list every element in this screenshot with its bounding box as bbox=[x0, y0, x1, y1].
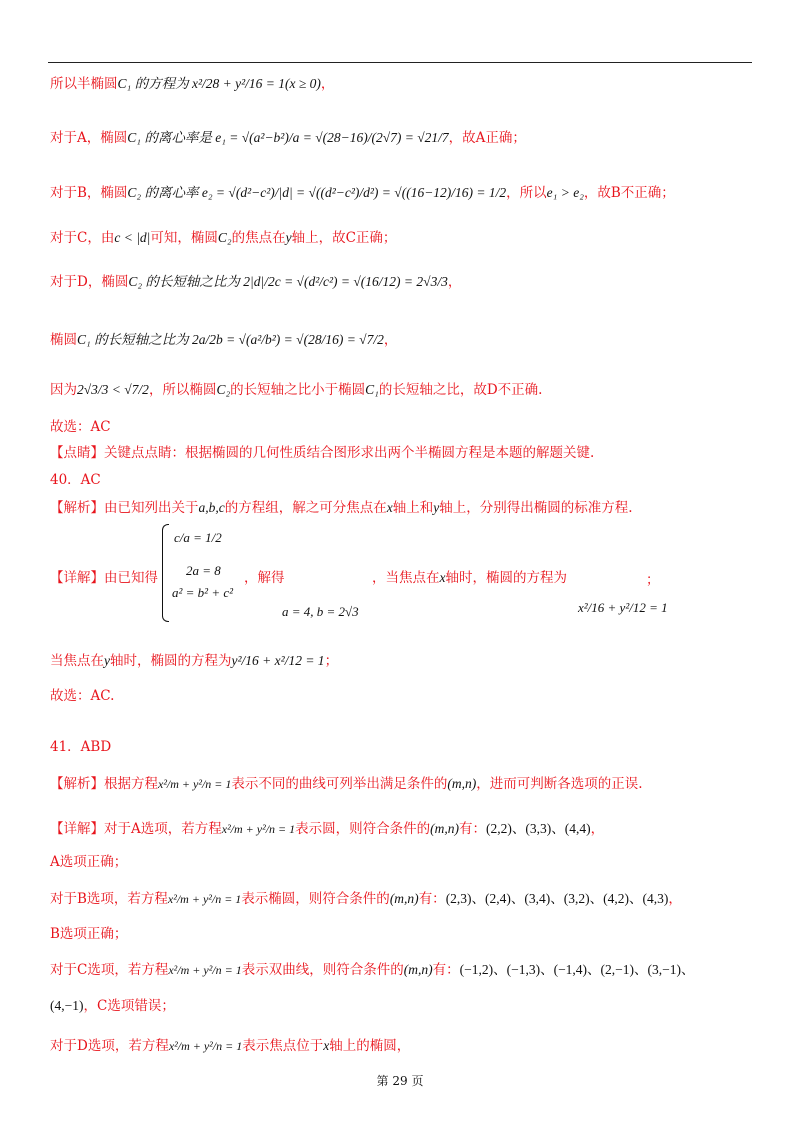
formula: y bbox=[433, 500, 440, 515]
line-text: 41．ABD bbox=[50, 739, 112, 755]
line-text: 当焦点在 bbox=[50, 653, 104, 669]
solution: a = 4, b = 2√3 bbox=[282, 604, 359, 619]
formula: (2,2)、(3,3)、(4,4) bbox=[486, 821, 591, 836]
ellipse-equation: x²/16 + y²/12 = 1 bbox=[578, 600, 668, 615]
line-text: ； bbox=[324, 653, 339, 669]
formula: c < |d| bbox=[114, 230, 151, 245]
text-line-2 bbox=[50, 128, 526, 148]
line-text: 的焦点在 bbox=[231, 230, 286, 246]
formula: C₂ bbox=[217, 230, 232, 245]
text-line-21 bbox=[50, 960, 695, 980]
text-line-14 bbox=[50, 686, 114, 706]
line-text: ，所以椭圆 bbox=[148, 382, 217, 398]
system-equation-2: 2a = 8 bbox=[186, 563, 221, 578]
formula: x²/m + y²/n = 1 bbox=[168, 963, 242, 977]
formula: C₂ bbox=[216, 382, 231, 397]
line-text: ，C选项错误； bbox=[83, 998, 175, 1014]
formula: e₁ > e₂ bbox=[546, 185, 584, 200]
text-line-13 bbox=[50, 651, 338, 671]
text-line-12 bbox=[50, 568, 158, 588]
line-text: ， bbox=[383, 332, 398, 348]
line-text: 轴时，椭圆的方程为 bbox=[110, 653, 232, 669]
line-text: 对于B，椭圆 bbox=[50, 185, 128, 201]
formula: C₂ 的离心率 e₂ = √(d²−c²)/|d| = √((d²−c²)/d²) = √((16−12)/16) = 1/2 bbox=[127, 185, 507, 200]
formula: (m,n) bbox=[447, 776, 477, 791]
line-text: 表示双曲线，则符合条件的 bbox=[241, 962, 404, 978]
text-line-12c bbox=[372, 568, 567, 588]
formula: y bbox=[285, 230, 292, 245]
line-text: 故选：AC bbox=[50, 419, 111, 435]
formula: (−1,2)、(−1,3)、(−1,4)、(2,−1)、(3,−1)、 bbox=[459, 962, 695, 977]
line-text: ， bbox=[320, 76, 335, 92]
line-text: 轴上和 bbox=[392, 500, 434, 516]
formula: a,b,c bbox=[198, 500, 225, 515]
formula: x bbox=[386, 500, 393, 515]
line-text: ，进而可判断各选项的正误. bbox=[476, 776, 643, 792]
line-text: 根据方程 bbox=[104, 776, 158, 792]
system-equation-3: a² = b² + c² bbox=[172, 585, 234, 600]
formula: x bbox=[323, 1038, 330, 1053]
text-line-19 bbox=[50, 889, 682, 909]
line-text: 表示不同的曲线可列举出满足条件的 bbox=[231, 776, 448, 792]
line-text: 的方程组，解之可分焦点在 bbox=[224, 500, 387, 516]
line-text: B选项正确； bbox=[50, 926, 128, 942]
text-line-1 bbox=[50, 74, 334, 94]
text-line-8 bbox=[50, 417, 111, 437]
text-line-23 bbox=[50, 1036, 410, 1056]
question-number-41 bbox=[50, 737, 111, 757]
line-text: 有： bbox=[432, 962, 460, 978]
header-rule bbox=[48, 62, 752, 63]
line-text: ， bbox=[447, 274, 462, 290]
line-text: 表示焦点位于 bbox=[242, 1038, 324, 1054]
text-line-5 bbox=[50, 272, 461, 292]
formula: (2,3)、(2,4)、(3,4)、(3,2)、(4,2)、(4,3) bbox=[445, 891, 669, 906]
section-tag: 【点睛】 bbox=[50, 445, 104, 461]
line-text: ， bbox=[590, 821, 605, 837]
formula: x²/m + y²/n = 1 bbox=[221, 822, 296, 836]
text-line-9 bbox=[50, 443, 594, 463]
line-text: 的长短轴之比小于椭圆 bbox=[230, 382, 366, 398]
line-text: 故选：AC. bbox=[50, 688, 115, 704]
section-tag: 【详解】 bbox=[50, 570, 104, 586]
system-equation-1: c/a = 1/2 bbox=[174, 530, 222, 545]
formula: C₁ bbox=[365, 382, 379, 397]
formula: 2√3/3 < √7/2 bbox=[77, 382, 149, 397]
equation-system-brace bbox=[162, 524, 169, 622]
formula: x²/m + y²/n = 1 bbox=[168, 1039, 243, 1053]
line-text: 有： bbox=[459, 821, 487, 837]
text-line-18 bbox=[50, 852, 127, 872]
line-text: 因为 bbox=[50, 382, 77, 398]
line-text: 由已知得 bbox=[104, 570, 158, 586]
line-text: ，所以 bbox=[506, 185, 547, 201]
text-line-20 bbox=[50, 924, 127, 944]
line-text: 对于C选项，若方程 bbox=[50, 962, 169, 978]
page-number: 第 29 页 bbox=[376, 1074, 424, 1088]
line-text: 关键点点睛：根据椭圆的几何性质结合图形求出两个半椭圆方程是本题的解题关键. bbox=[104, 445, 595, 461]
question-number-40 bbox=[50, 470, 101, 490]
line-text: 对于C，由 bbox=[50, 230, 115, 246]
line-text: ； bbox=[646, 572, 660, 588]
formula: C₂ 的长短轴之比为 2|d|/2c = √(d²/c²) = √(16/12) = 2√3/3 bbox=[128, 274, 448, 289]
line-text: 对于D选项，若方程 bbox=[50, 1038, 169, 1054]
formula: y bbox=[104, 653, 110, 668]
formula: C₁ 的长短轴之比为 2a/2b = √(a²/b²) = √(28/16) = √7/2 bbox=[77, 332, 384, 347]
line-text: 40．AC bbox=[50, 472, 101, 488]
line-text: ，解得 bbox=[244, 570, 285, 586]
section-tag: 【解析】 bbox=[50, 776, 104, 792]
line-text: 表示圆，则符合条件的 bbox=[295, 821, 431, 837]
section-tag: 【解析】 bbox=[50, 500, 104, 516]
text-line-12b bbox=[244, 568, 285, 588]
text-line-12d bbox=[646, 570, 660, 590]
section-tag: 【详解】 bbox=[50, 821, 104, 837]
line-text: 对于B选项，若方程 bbox=[50, 891, 168, 907]
formula: x²/m + y²/n = 1 bbox=[167, 892, 242, 906]
line-text: 对于D，椭圆 bbox=[50, 274, 129, 290]
line-text: 所以半椭圆 bbox=[50, 76, 118, 92]
line-text: 对于A选项，若方程 bbox=[104, 821, 222, 837]
formula: (m,n) bbox=[389, 891, 419, 906]
line-text: ， bbox=[668, 891, 682, 907]
formula: y²/16 + x²/12 = 1 bbox=[231, 653, 325, 668]
text-line-3 bbox=[50, 183, 675, 203]
text-line-4 bbox=[50, 228, 396, 248]
line-text: 轴上，故C正确； bbox=[291, 230, 397, 246]
formula: (m,n) bbox=[430, 821, 460, 836]
formula: x²/m + y²/n = 1 bbox=[158, 777, 232, 791]
formula: (4,−1) bbox=[50, 998, 84, 1013]
line-text: 的长短轴之比，故D不正确. bbox=[378, 382, 543, 398]
line-text: 由已知列出关于 bbox=[104, 500, 199, 516]
line-text: 轴上，分别得出椭圆的标准方程. bbox=[439, 500, 633, 516]
formula: (m,n) bbox=[403, 962, 433, 977]
text-line-22 bbox=[50, 996, 175, 1016]
line-text: 轴上的椭圆， bbox=[329, 1038, 411, 1054]
line-text: 可知，椭圆 bbox=[150, 230, 218, 246]
line-text: ，故A正确； bbox=[448, 130, 526, 146]
text-line-17 bbox=[50, 819, 604, 839]
text-line-6 bbox=[50, 330, 397, 350]
line-text: 轴时，椭圆的方程为 bbox=[445, 570, 567, 586]
formula: C₁ 的离心率是 e₁ = √(a²−b²)/a = √(28−16)/(2√7) = √21/7 bbox=[127, 130, 449, 145]
text-line-16 bbox=[50, 774, 643, 794]
line-text: ，故B不正确； bbox=[583, 185, 675, 201]
text-line-11 bbox=[50, 498, 633, 518]
text-line-7 bbox=[50, 380, 542, 400]
line-text: A选项正确； bbox=[50, 854, 128, 870]
formula: C₁ 的方程为 x²/28 + y²/16 = 1(x ≥ 0) bbox=[117, 76, 321, 91]
line-text: 椭圆 bbox=[50, 332, 77, 348]
line-text: 表示椭圆，则符合条件的 bbox=[241, 891, 390, 907]
line-text: 对于A，椭圆 bbox=[50, 130, 128, 146]
line-text: 有： bbox=[418, 891, 446, 907]
formula: x bbox=[439, 570, 446, 585]
line-text: ，当焦点在 bbox=[372, 570, 440, 586]
